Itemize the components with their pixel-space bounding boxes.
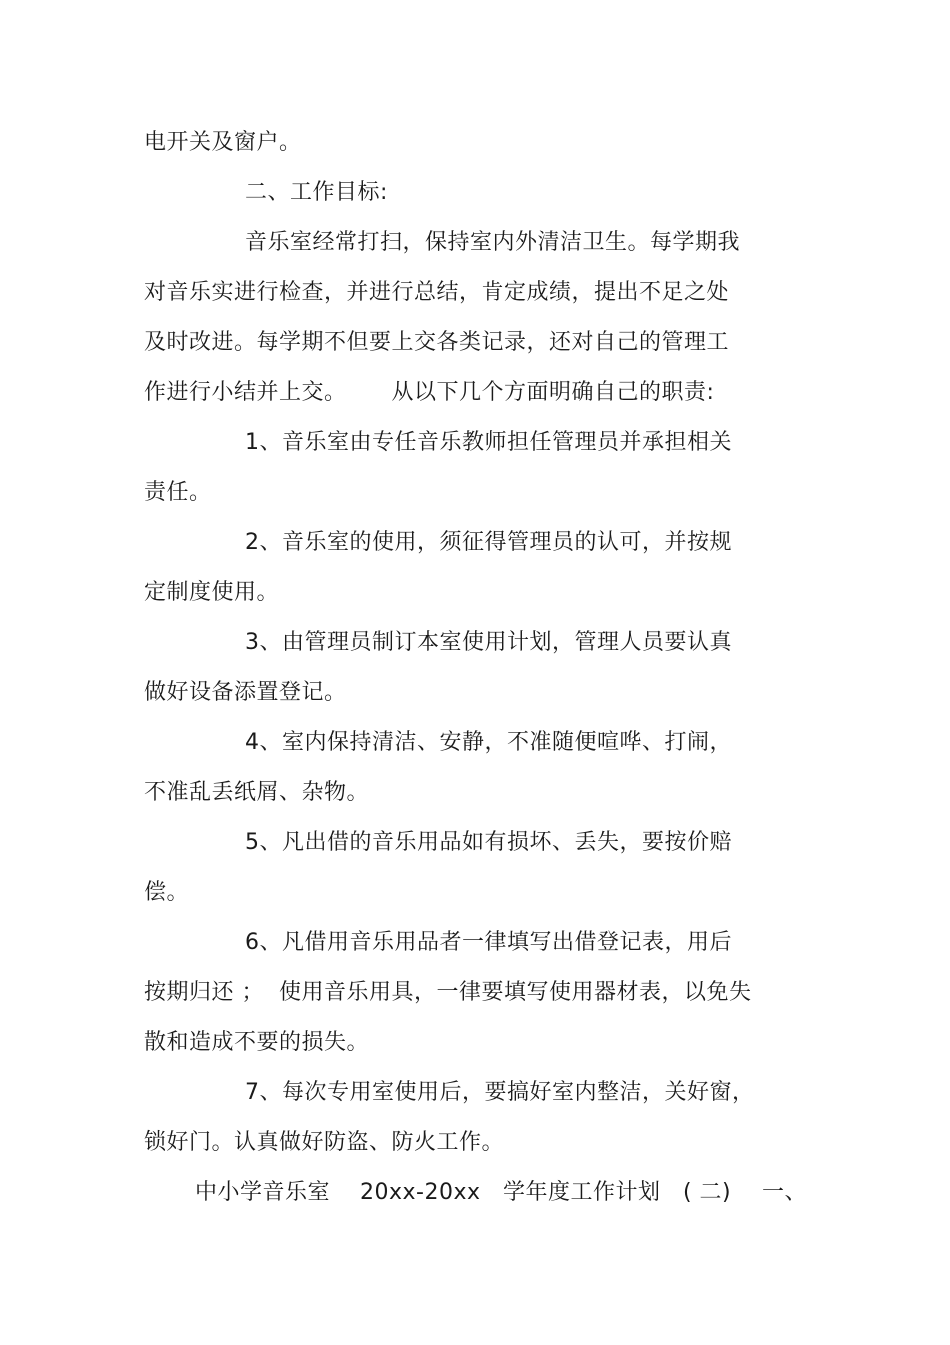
paragraph-line: 作进行小结并上交。 从以下几个方面明确自己的职责: [144, 380, 715, 405]
list-item-3-continued: 做好设备添置登记。 [144, 680, 347, 705]
list-item-6-continued: 散和造成不要的损失。 [144, 1030, 370, 1055]
list-item-2-continued: 定制度使用。 [144, 580, 280, 605]
list-item-7-continued: 锁好门。认真做好防盗、防火工作。 [144, 1130, 505, 1155]
list-item-4-continued: 不准乱丢纸屑、杂物。 [144, 780, 370, 805]
list-item-2: 2、音乐室的使用，须征得管理员的认可，并按规 [245, 530, 732, 555]
paragraph-line: 音乐室经常打扫，保持室内外清洁卫生。每学期我 [245, 230, 741, 255]
plan-title: 中小学音乐室 20xx-20xx 学年度工作计划 ( 二) [195, 1180, 732, 1205]
paragraph-line: 及时改进。每学期不但要上交各类记录，还对自己的管理工 [144, 330, 730, 355]
paragraph-line: 电开关及窗户。 [144, 130, 302, 155]
list-item-3: 3、由管理员制订本室使用计划，管理人员要认真 [245, 630, 732, 655]
list-item-1-continued: 责任。 [144, 480, 212, 505]
section-heading: 二、工作目标: [245, 180, 388, 205]
list-item-5: 5、凡出借的音乐用品如有损坏、丢失，要按价赔 [245, 830, 732, 855]
list-item-7: 7、每次专用室使用后，要搞好室内整洁，关好窗， [245, 1080, 755, 1105]
section-number: 一、 [762, 1180, 808, 1205]
list-item-1: 1、音乐室由专任音乐教师担任管理员并承担相关 [245, 430, 732, 455]
list-item-6: 6、凡借用音乐用品者一律填写出借登记表，用后 [245, 930, 732, 955]
paragraph-line: 对音乐实进行检查，并进行总结，肯定成绩，提出不足之处 [144, 280, 730, 305]
list-item-5-continued: 偿。 [144, 880, 190, 905]
list-item-4: 4、室内保持清洁、安静，不准随便喧哗、打闹， [245, 730, 732, 755]
list-item-6-continued: 按期归还 ； 使用音乐用具，一律要填写使用器材表，以免失 [144, 980, 752, 1005]
